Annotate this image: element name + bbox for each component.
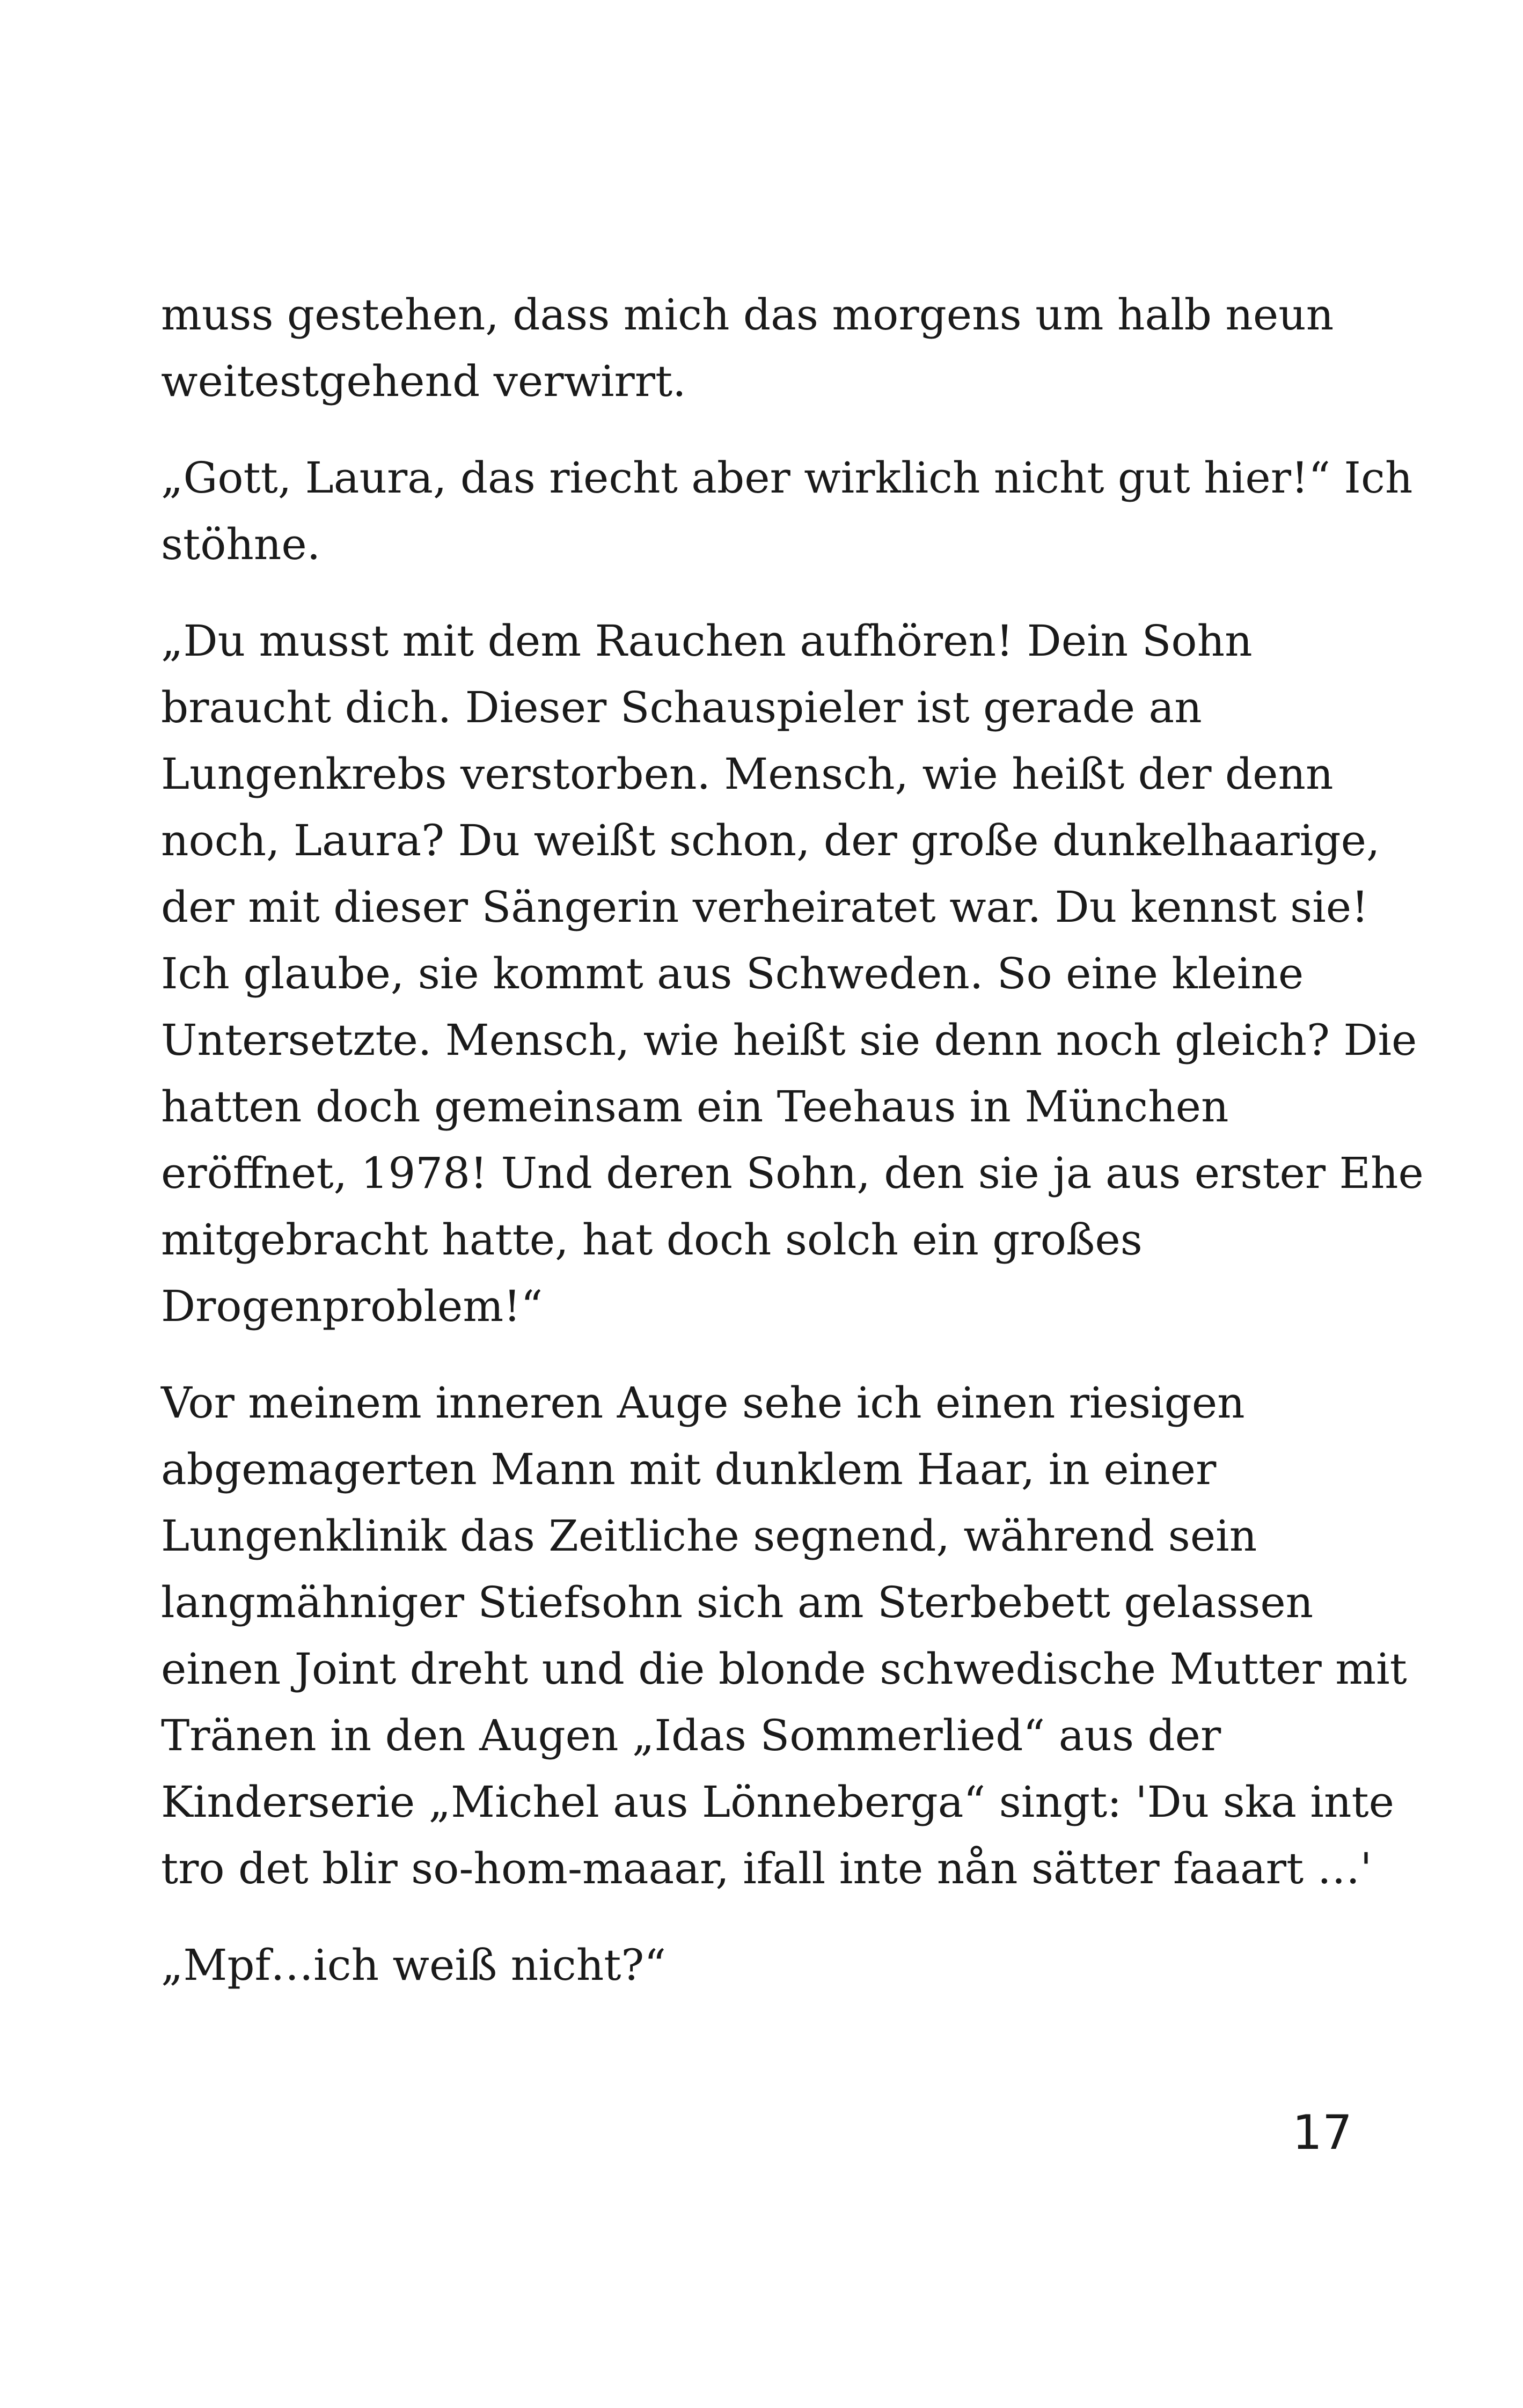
paragraph-1 xyxy=(161,282,1379,415)
text-line: Drogenproblem!“ xyxy=(161,1281,543,1331)
text-line: tro det blir so-hom-maaar, ifall inte nån sätter faaart …' xyxy=(161,1844,1372,1893)
text-line: „Mpf…ich weiß nicht?“ xyxy=(161,1940,667,1990)
text-line: muss gestehen, dass mich das morgens um halb neun xyxy=(161,290,1334,340)
text-line: abgemagerten Mann mit dunklem Haar, in einer xyxy=(161,1444,1217,1494)
text-line: hatten doch gemeinsam ein Teehaus in München xyxy=(161,1082,1229,1132)
text-line: Untersetzte. Mensch, wie heißt sie denn noch gleich? Die xyxy=(161,1015,1417,1065)
text-line: weitestgehend verwirrt. xyxy=(161,356,686,406)
text-line: Lungenklinik das Zeitliche segnend, während sein xyxy=(161,1511,1257,1561)
text-line: Lungenkrebs verstorben. Mensch, wie heißt der denn xyxy=(161,749,1334,799)
text-line: stöhne. xyxy=(161,519,321,569)
text-line: „Gott, Laura, das riecht aber wirklich nicht gut hier!“ Ich xyxy=(161,453,1413,503)
paragraph-4 xyxy=(161,1370,1407,1902)
text-line: noch, Laura? Du weißt schon, der große dunkelhaarige, xyxy=(161,816,1380,865)
text-line: Ich glaube, sie kommt aus Schweden. So eine kleine xyxy=(161,949,1304,999)
text-line: der mit dieser Sängerin verheiratet war. Du kennst sie! xyxy=(161,882,1369,932)
body-text xyxy=(161,282,1424,2029)
paragraph-5 xyxy=(161,1932,1379,1999)
text-line: Tränen in den Augen „Idas Sommerlied“ aus der xyxy=(161,1710,1221,1760)
text-line: mitgebracht hatte, hat doch solch ein großes xyxy=(161,1215,1143,1265)
text-line: „Du musst mit dem Rauchen aufhören! Dein Sohn xyxy=(161,616,1253,666)
page-number: 17 xyxy=(1292,2105,1352,2160)
text-line: Vor meinem inneren Auge sehe ich einen riesigen xyxy=(161,1378,1245,1428)
text-line: langmähniger Stiefsohn sich am Sterbebett gelassen xyxy=(161,1577,1314,1627)
paragraph-2 xyxy=(161,445,1413,578)
text-line: einen Joint dreht und die blonde schwedische Mutter mit xyxy=(161,1644,1407,1694)
text-line: Kinderserie „Michel aus Lönneberga“ singt: 'Du ska inte xyxy=(161,1777,1394,1827)
text-line: braucht dich. Dieser Schauspieler ist gerade an xyxy=(161,682,1202,732)
text-line: eröffnet, 1978! Und deren Sohn, den sie ja aus erster Ehe xyxy=(161,1148,1424,1198)
paragraph-3 xyxy=(161,608,1424,1340)
